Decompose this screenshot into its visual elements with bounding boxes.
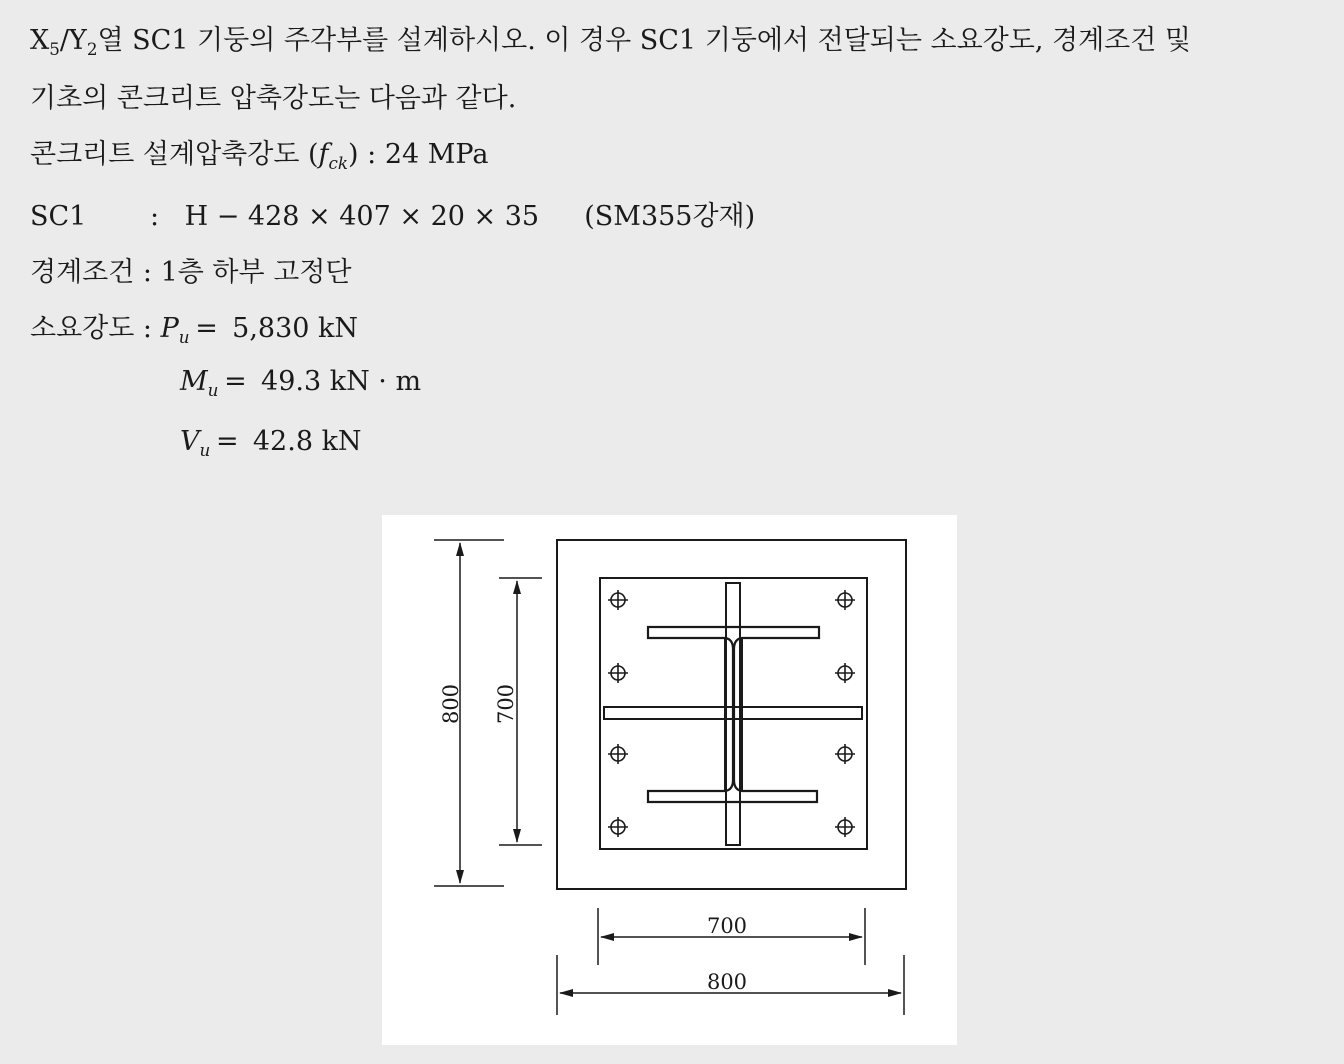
pu-value: 5,830 kN [232,313,359,344]
boundary-condition-line: 경계조건 : 1층 하부 고정단 [30,257,352,288]
fck-value: 24 MPa [384,139,489,170]
base-plate-drawing [382,515,957,1045]
intro-line-1: $X_5/Y_2$열 SC1 기둥의 주각부를 설계하시오. 이 경우 SC1 기둥에서 전달되는 소요강도, 경계조건 및 [30,25,1191,59]
section-line: SC1 : H − 428 × 407 × 20 × 35 (SM355강재) [30,201,756,232]
required-strength-line: 소요강도 : $P_u = 5,830$ kN [30,313,359,347]
anchor-bolt [608,817,628,837]
sc1-material: (SM355강재) [584,201,756,232]
fck-label: 콘크리트 설계압축강도 [30,139,300,170]
anchor-bolt [835,590,855,610]
shear-line: $V_u = 42.8$ kN [180,426,362,460]
req-label: 소요강도 [30,313,135,344]
sc1-section: H − 428 × 407 × 20 × 35 [184,201,540,232]
mu-value: 49.3 kN · m [261,366,422,397]
anchor-bolt [608,744,628,764]
intro-line-2: 기초의 콘크리트 압축강도는 다음과 같다. [30,83,517,114]
anchor-bolt [608,663,628,683]
h-section-outline [648,627,819,802]
sc1-label: SC1 [30,201,87,232]
bc-label: 경계조건 [30,257,135,288]
anchor-bolt [608,590,628,610]
outer-plate [557,540,906,889]
moment-line: $M_u = 49.3$ kN · m [180,366,422,400]
dim-inner-horizontal-label: 700 [706,914,748,938]
dim-outer-horizontal-label: 800 [706,970,748,994]
vu-value: 42.8 kN [252,426,362,457]
anchor-bolt [835,663,855,683]
concrete-strength-line: 콘크리트 설계압축강도 $(f_{ck})$ : 24 MPa [30,139,489,173]
bc-value: 1층 하부 고정단 [160,257,352,288]
base-plate-figure [382,515,957,1045]
anchor-bolt [835,817,855,837]
anchor-bolt [835,744,855,764]
dim-inner-vertical-label: 700 [494,683,518,725]
dim-outer-vertical-label: 800 [439,683,463,725]
